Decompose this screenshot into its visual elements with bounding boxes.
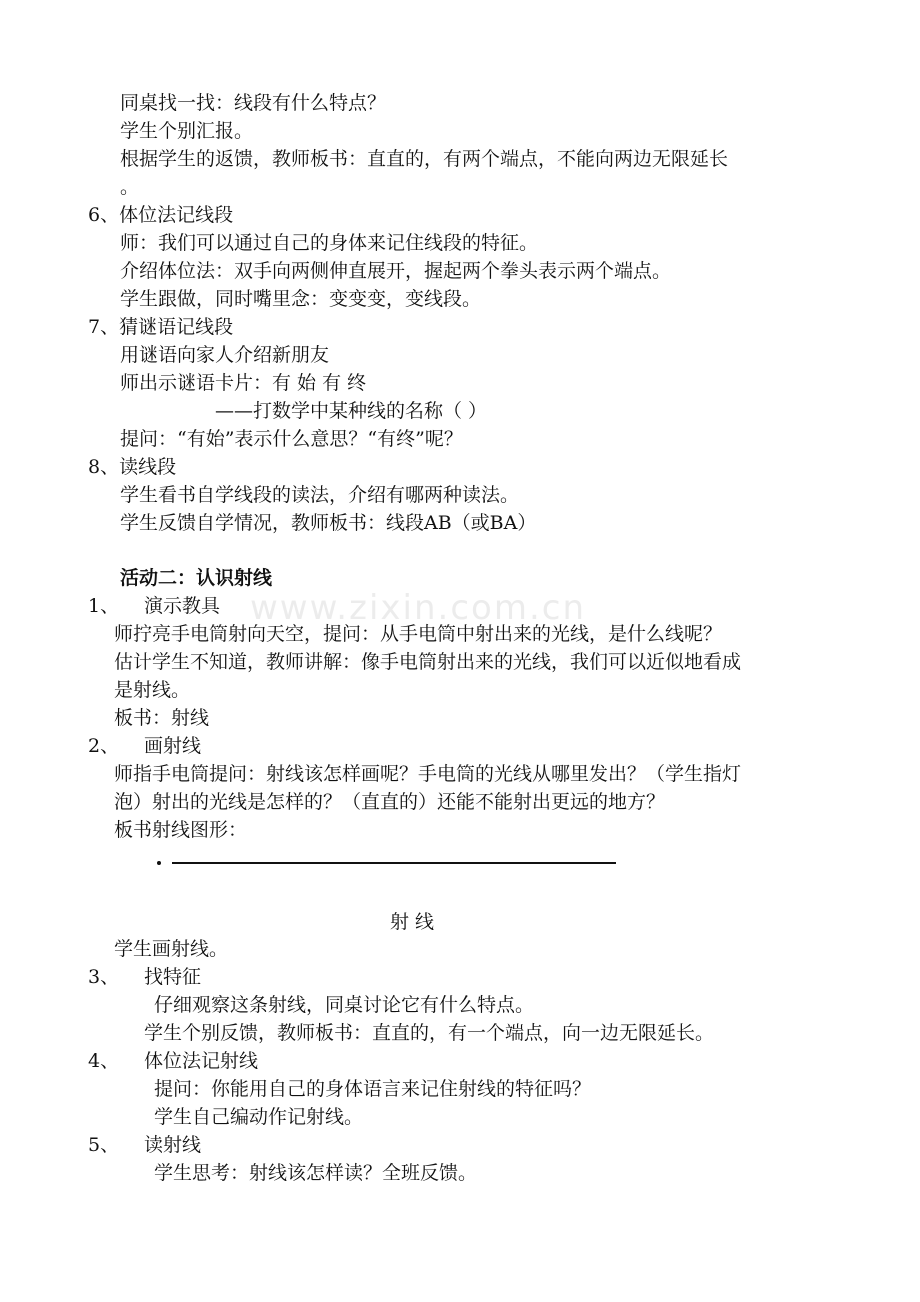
text-line: 师拧亮手电筒射向天空，提问：从手电筒中射出来的光线，是什么线呢？ — [114, 623, 723, 645]
item-title: 找特征 — [144, 966, 202, 988]
ray-line — [172, 862, 616, 864]
activity-heading: 活动二：认识射线 — [120, 567, 273, 589]
item-number: 4、 — [88, 1050, 120, 1072]
item-title: 体位法记射线 — [144, 1050, 259, 1072]
text-line: 学生个别汇报。 — [120, 120, 254, 142]
text-line: 学生自己编动作记射线。 — [154, 1106, 364, 1128]
item-number: 1、 — [88, 595, 120, 617]
text-line: 提问：你能用自己的身体语言来记住射线的特征吗？ — [154, 1078, 592, 1100]
text-line: 学生跟做，同时嘴里念：变变变，变线段。 — [120, 288, 482, 310]
text-line: 板书：射线 — [114, 707, 210, 729]
watermark: www.zixin.com.cn — [250, 588, 586, 628]
text-line: 估计学生不知道，教师讲解：像手电筒射出来的光线，我们可以近似地看成 — [114, 651, 742, 673]
item-number: 5、 — [88, 1134, 120, 1156]
text-line: 学生画射线。 — [114, 938, 229, 960]
text-line: 学生个别反馈，教师板书：直直的，有一个端点，向一边无限延长。 — [144, 1022, 715, 1044]
text-line: 板书射线图形： — [114, 819, 248, 841]
text-line: 。 — [120, 176, 140, 198]
text-line: 师出示谜语卡片：有 始 有 终 — [120, 372, 367, 394]
riddle-hint: ——打数学中某种线的名称（ ） — [215, 400, 488, 422]
text-line: 用谜语向家人介绍新朋友 — [120, 344, 330, 366]
text-line: 学生思考：射线该怎样读？全班反馈。 — [154, 1162, 478, 1184]
item-title: 演示教具 — [144, 595, 221, 617]
item-number: 2、 — [88, 735, 120, 757]
text-line: 泡）射出的光线是怎样的？（直直的）还能不能射出更远的地方？ — [114, 791, 666, 813]
section-heading: 7、猜谜语记线段 — [88, 316, 234, 338]
text-line: 提问：“有始”表示什么意思？“有终”呢？ — [120, 428, 463, 450]
section-heading: 8、读线段 — [88, 456, 177, 478]
text-line: 师指手电筒提问：射线该怎样画呢？手电筒的光线从哪里发出？（学生指灯 — [114, 763, 742, 785]
item-number: 3、 — [88, 966, 120, 988]
text-line: 学生看书自学线段的读法，介绍有哪两种读法。 — [120, 484, 520, 506]
ray-caption: 射 线 — [390, 911, 435, 933]
text-line: 介绍体位法：双手向两侧伸直展开，握起两个拳头表示两个端点。 — [120, 260, 672, 282]
item-title: 读射线 — [144, 1134, 202, 1156]
text-line: 同桌找一找：线段有什么特点？ — [120, 92, 387, 114]
text-line: 根据学生的返馈，教师板书：直直的，有两个端点，不能向两边无限延长 — [120, 148, 729, 170]
text-line: 是射线。 — [114, 679, 191, 701]
text-line: 学生反馈自学情况，教师板书：线段AB（或BA） — [120, 512, 537, 534]
text-line: 仔细观察这条射线，同桌讨论它有什么特点。 — [154, 994, 535, 1016]
ray-endpoint — [157, 861, 161, 865]
text-line: 师：我们可以通过自己的身体来记住线段的特征。 — [120, 232, 539, 254]
section-heading: 6、体位法记线段 — [88, 204, 234, 226]
item-title: 画射线 — [144, 735, 202, 757]
